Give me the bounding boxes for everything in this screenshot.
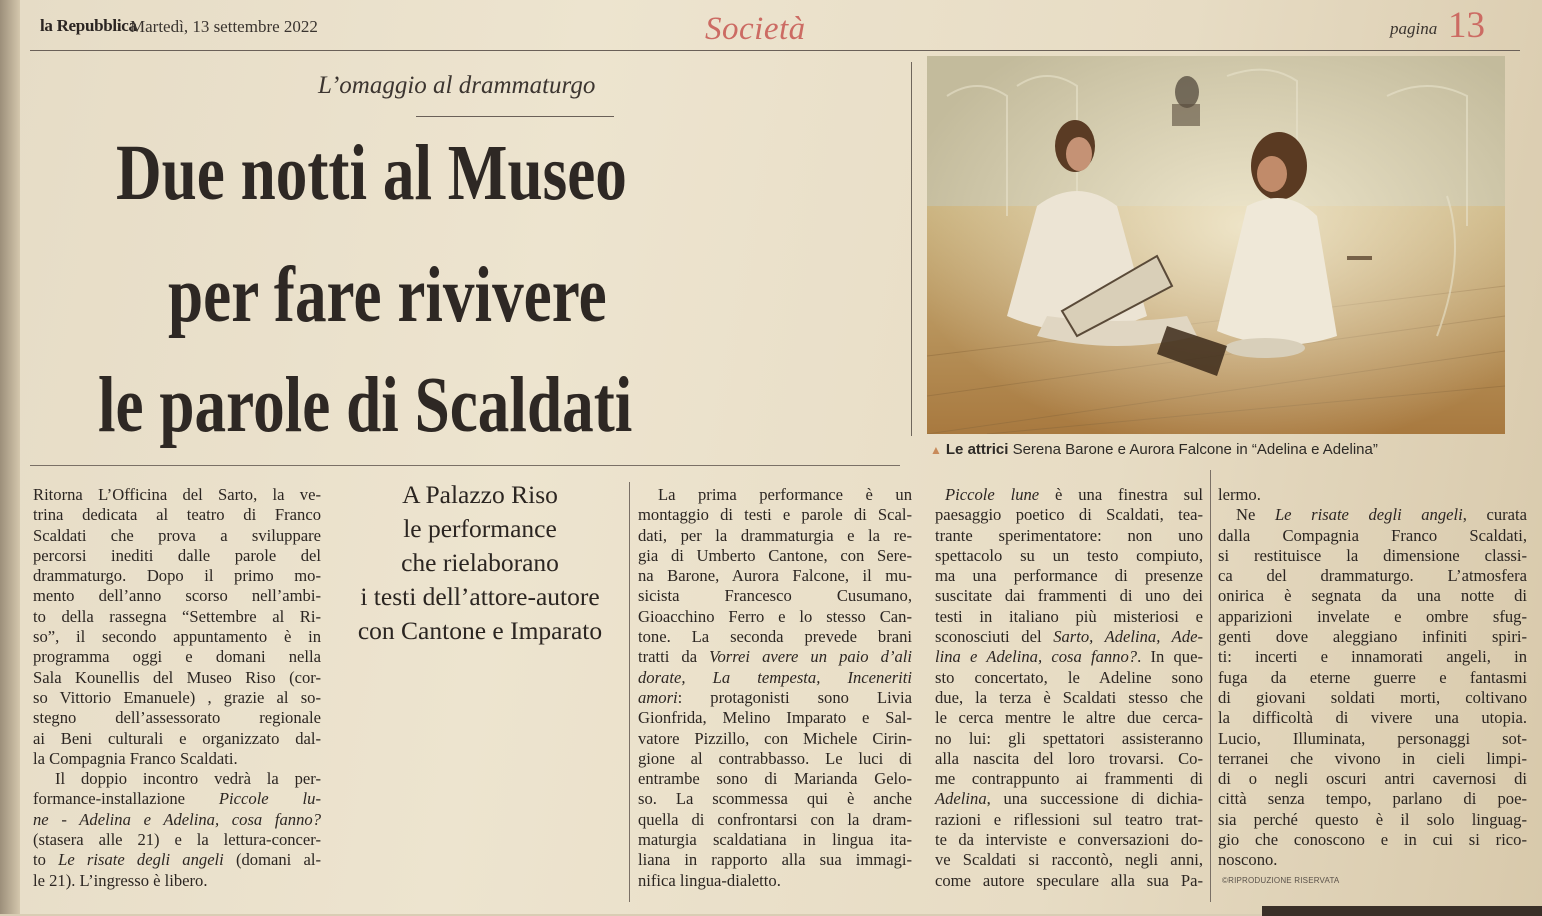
text-run: tratti da — [638, 647, 698, 667]
text-line: trina dedicata al teatro di Franco — [33, 505, 321, 525]
text-line: ti: incerti e innamorati angeli, in — [1218, 647, 1527, 667]
text-run: è una finestra sul — [1055, 485, 1203, 504]
text-line: gia di Umberto Cantone, con Sere- — [638, 545, 912, 565]
headline-photo-divider — [911, 62, 912, 436]
kicker-underline — [416, 116, 614, 117]
text-line: sto concertato, le Adeline sono — [935, 667, 1203, 687]
text-line — [935, 647, 1203, 667]
text-line: dati, per la drammaturgia e la re- — [638, 525, 912, 545]
text-line: ca del drammaturgo. L’atmosfera — [1218, 566, 1527, 586]
text-line: Sala Kounellis del Museo Riso (cor- — [33, 667, 321, 687]
body-column-5 — [1218, 485, 1527, 871]
pull-quote-line: i testi dell’attore-autore — [360, 582, 600, 611]
text-run: . In que- — [1137, 647, 1203, 667]
text-line: città senza tempo, parlano di poe- — [1218, 789, 1527, 809]
text-line: tone. La seconda prevede brani — [638, 627, 912, 647]
text-line: sia perché questo è il solo linguag- — [1218, 809, 1527, 829]
headline-line-2: per fare rivivere — [168, 252, 607, 339]
text-line — [1218, 505, 1527, 525]
text-line: drammaturgo. Dopo il primo mo- — [33, 566, 321, 586]
text-line: alla nascita del loro trovarsi. Co- — [935, 748, 1203, 768]
text-line: le cerca mentre le altre due cerca- — [935, 708, 1203, 728]
text-line: maturgia scaldatiana in lingua ita- — [638, 830, 912, 850]
headline-line-3: le parole di Scaldati — [98, 362, 633, 449]
text-line: ai Beni culturali e organizzato dal- — [33, 728, 321, 748]
text-line — [33, 850, 321, 870]
text-line: gio che conoscono e in cui si rico- — [1218, 830, 1527, 850]
page-number: 13 — [1448, 5, 1485, 46]
text-line: di o negli oscuri antri cavernosi di — [1218, 769, 1527, 789]
column-divider — [629, 482, 630, 902]
text-line: nifica lingua-dialetto. — [638, 870, 781, 890]
text-line: due, la terza è Scaldati stesso che — [935, 687, 1203, 707]
text-line — [935, 789, 1203, 809]
section-title: Società — [705, 11, 806, 47]
article-kicker: L’omaggio al drammaturgo — [318, 72, 596, 99]
text-run-italic: Piccole lu- — [218, 789, 321, 809]
text-run: , una successione di dichia- — [986, 789, 1203, 809]
page-left-edge — [0, 0, 20, 914]
text-line: la difficoltà di vivere una utopia. — [1218, 708, 1527, 728]
newspaper-name: la Repubblica — [40, 16, 137, 35]
text-line: so. La scommessa qui è anche — [638, 789, 912, 809]
text-run-italic: Piccole lune — [945, 485, 1040, 504]
text-line: ma una performance di presenze — [935, 566, 1203, 586]
pull-quote — [335, 478, 625, 648]
text-line: genti dove aleggiano infiniti spiri- — [1218, 627, 1527, 647]
text-run: (domani al- — [235, 850, 321, 870]
text-line: no lui: gli spettatori assisteranno — [935, 728, 1203, 748]
text-line — [33, 810, 321, 830]
text-line: te da interviste e conversazioni do- — [935, 830, 1203, 850]
text-line: liana in rapporto alla sua immagi- — [638, 850, 912, 870]
body-column-1 — [33, 485, 321, 891]
text-line — [638, 668, 912, 688]
next-article-edge — [1262, 906, 1542, 916]
text-run: formance-installazione — [33, 789, 186, 809]
text-run: Ne — [1236, 505, 1256, 525]
pull-quote-line: le performance — [403, 514, 557, 543]
text-line: (stasera alle 21) e la lettura-concer- — [33, 830, 321, 850]
text-line: percorsi inediti dalle parole del — [33, 545, 321, 565]
text-line: montaggio di testi e parole di Scal- — [638, 505, 912, 525]
text-line: onirica è segnata da una notte di — [1218, 586, 1527, 606]
text-line — [638, 647, 912, 667]
text-run: , curata — [1462, 505, 1528, 525]
caption-lead: Le attrici — [945, 441, 1009, 458]
text-run-italic: Sarto, Adelina, Ade- — [1053, 627, 1204, 647]
text-line: spettacolo su un testo compiuto, — [935, 545, 1203, 565]
text-line: paesaggio poetico di Scaldati, tea- — [935, 505, 1203, 525]
text-line: Gionfrida, Melino Imparato e Sal- — [638, 708, 912, 728]
text-line: La prima performance è un — [658, 485, 912, 504]
photo-caption — [930, 441, 1378, 458]
pull-quote-line: A Palazzo Riso — [402, 480, 558, 509]
text-line: programma oggi e domani nella — [33, 647, 321, 667]
text-line: ve Scaldati si raccontò, negli anni, — [935, 850, 1203, 870]
masthead-rule — [30, 50, 1520, 51]
body-column-3 — [638, 485, 912, 891]
text-line: dalla Compagnia Franco Scaldati, — [1218, 525, 1527, 545]
text-line: entrambe sono di Marianda Gelo- — [638, 769, 912, 789]
copyright-notice: ©RIPRODUZIONE RISERVATA — [1222, 876, 1340, 885]
text-line: suscitate dai frammenti di uno dei — [935, 586, 1203, 606]
text-line: Ritorna L’Officina del Sarto, la ve- — [33, 485, 321, 504]
issue-date: Martedì, 13 settembre 2022 — [130, 17, 318, 36]
text-run-italic: lina e Adelina, cosa fanno? — [935, 647, 1138, 667]
pull-quote-line: con Cantone e Imparato — [357, 616, 603, 645]
text-run-italic: amori — [638, 687, 678, 707]
text-line: testi in italiano più misteriosi e — [935, 606, 1203, 626]
text-run: to — [33, 850, 46, 870]
text-line: terranei che vivono in cieli limpi- — [1218, 748, 1527, 768]
text-line: lermo. — [1218, 485, 1261, 504]
text-line: so”, il secondo appuntamento è in — [33, 627, 321, 647]
text-line: la Compagnia Franco Scaldati. — [33, 748, 238, 768]
text-run: : protagonisti sono Livia — [677, 687, 912, 707]
page-label: pagina — [1390, 19, 1438, 38]
text-run-italic: ne - Adelina e Adelina, cosa fanno? — [33, 809, 321, 829]
text-line: so Vittorio Emanuele) , grazie al so- — [33, 687, 321, 707]
text-run-italic: dorate, La tempesta, Inceneriti — [638, 667, 912, 687]
text-line: na Barone, Aurora Falcone, il mu- — [638, 566, 912, 586]
text-line: mento dell’anno scorso nell’ambi- — [33, 586, 321, 606]
text-line: Scaldati che prova a sviluppare — [33, 525, 321, 545]
article-photo — [927, 56, 1505, 434]
photo-illustration — [927, 56, 1505, 434]
body-top-rule — [30, 465, 900, 466]
pull-quote-line: che rielaborano — [401, 548, 559, 577]
text-run: sconosciuti del — [935, 627, 1042, 647]
text-line: trante sperimentatore: non uno — [935, 525, 1203, 545]
text-line: Il doppio incontro vedrà la per- — [55, 769, 321, 789]
headline-line-1: Due notti al Museo — [116, 130, 627, 217]
text-run-italic: Vorrei avere un paio d’ali — [709, 647, 912, 667]
text-line: come autore speculare alla sua Pa- — [935, 870, 1203, 890]
text-line: me contrappunto ai frammenti di — [935, 769, 1203, 789]
text-line: sicista Francesco Cusumano, — [638, 586, 912, 606]
text-line: razioni e riflessioni sul teatro trat- — [935, 809, 1203, 829]
text-line: le 21). L’ingresso è libero. — [33, 870, 208, 890]
text-run-italic: Le risate degli angeli — [58, 850, 224, 870]
text-line — [638, 688, 912, 708]
text-line — [935, 485, 1203, 505]
text-line: Gioacchino Ferro e lo stesso Can- — [638, 606, 912, 626]
text-line: to della rassegna “Settembre al Ri- — [33, 606, 321, 626]
text-line: di giovani soldati morti, coltivano — [1218, 687, 1527, 707]
column-divider — [1210, 470, 1211, 902]
text-run-italic: Le risate degli angeli — [1274, 505, 1463, 525]
text-line: vatore Pizzillo, con Michele Cirin- — [638, 728, 912, 748]
text-line: quella di confrontarsi con la dram- — [638, 809, 912, 829]
text-line: apparizioni invelate e ombre sfug- — [1218, 606, 1527, 626]
text-line: fuga da eterne guerre e fantasmi — [1218, 667, 1527, 687]
text-line: gione al contrabbasso. Le luci di — [638, 748, 912, 768]
text-run-italic: Adelina — [935, 789, 987, 809]
text-line: Lucio, Illuminata, personaggi sot- — [1218, 728, 1527, 748]
text-line — [33, 789, 321, 809]
text-line — [935, 627, 1203, 647]
body-column-4 — [935, 485, 1203, 891]
masthead — [0, 5, 1542, 48]
text-line: noscono. — [1218, 850, 1278, 870]
caption-text: Serena Barone e Aurora Falcone in “Adelina e Adelina” — [1008, 441, 1378, 458]
caption-triangle-icon: ▲ — [930, 443, 942, 457]
text-line: si restituisce la dimensione classi- — [1218, 545, 1527, 565]
text-line: stegno dell’assessorato regionale — [33, 708, 321, 728]
